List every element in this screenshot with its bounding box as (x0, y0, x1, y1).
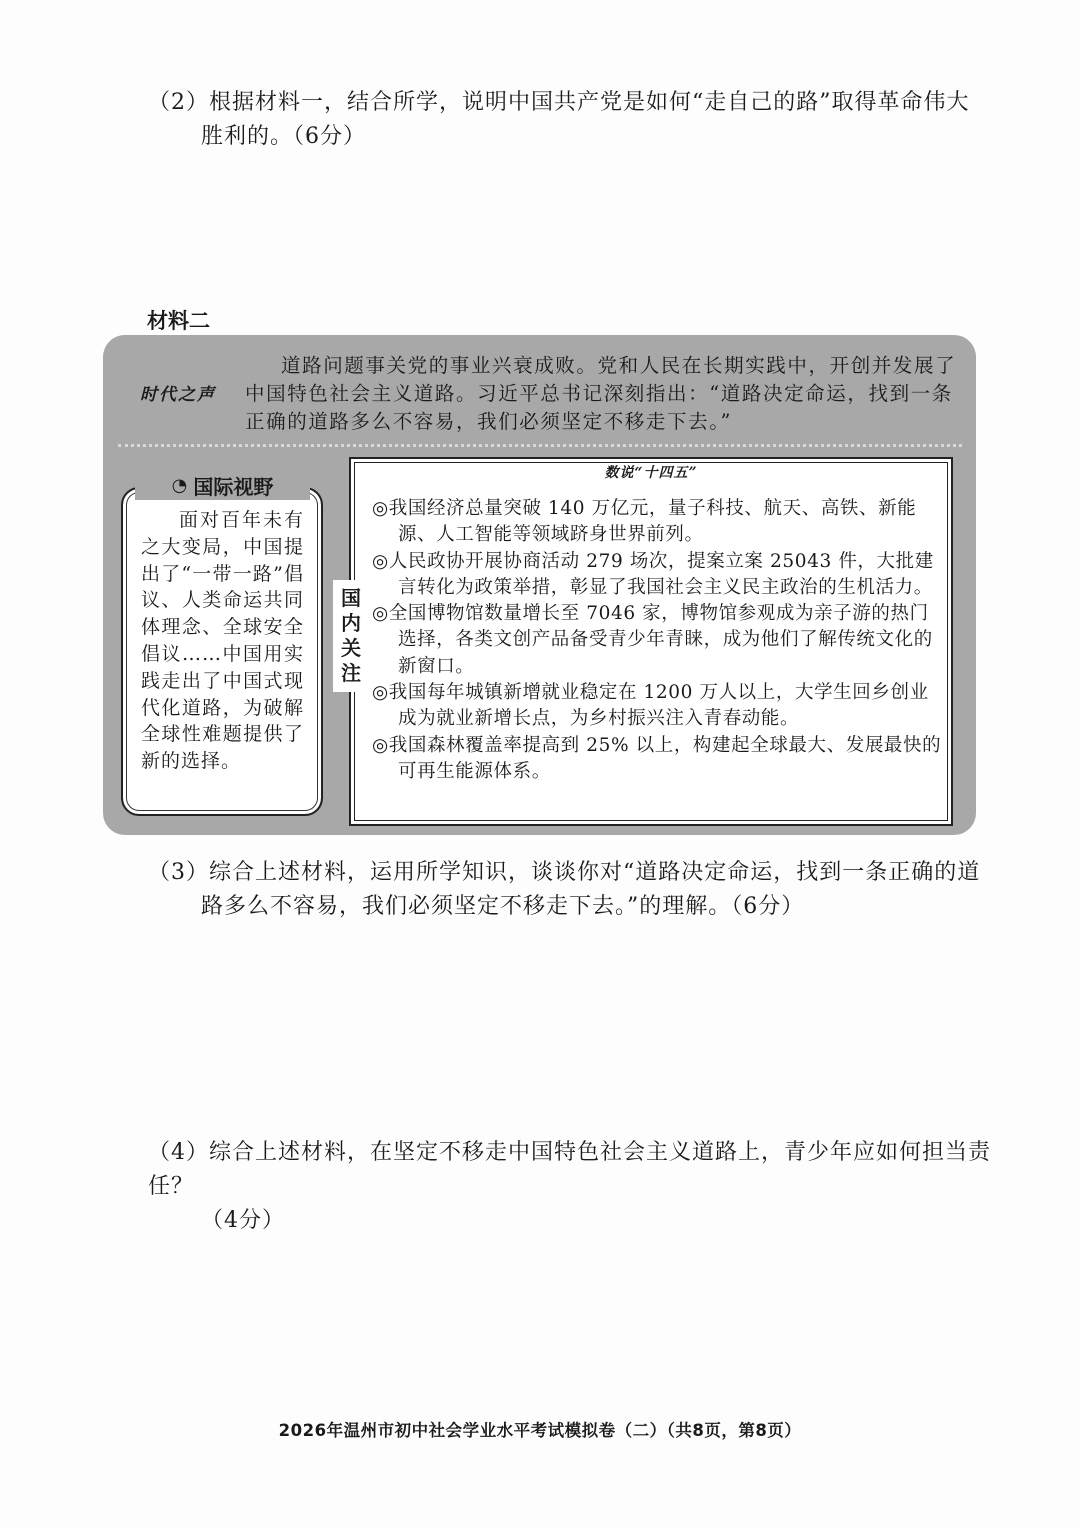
international-title (135, 470, 310, 500)
international-text: 面对百年未有之大变局，中国提出了“一带一路”倡议、人类命运共同体理念、全球安全倡议……中国用实践走出了中国式现代化道路，为破解全球性难题提供了新的选择。 (141, 509, 304, 773)
question-3 (148, 856, 998, 924)
question-number: （3） (148, 860, 209, 885)
question-2 (148, 86, 998, 154)
list-item: ◎我国每年城镇新增就业稳定在 1200 万人以上，大学生回乡创业成为就业新增长点，为乡村振兴注入青春动能。 (372, 682, 929, 730)
list-item: ◎全国博物馆数量增长至 7046 家，博物馆参观成为亲子游的热门选择，各类文创产品备受青少年青睐，成为他们了解传统文化的新窗口。 (372, 603, 933, 677)
question-text-cont: 胜利的。（6分） (201, 124, 366, 149)
voice-tag: 时代之声 (140, 385, 216, 405)
domestic-heading: 数说“十四五” (604, 465, 698, 481)
question-text: 综合上述材料，在坚定不移走中国特色社会主义道路上，青少年应如何担当责任？ (148, 1140, 992, 1199)
question-4 (148, 1136, 998, 1238)
domestic-side-label: 国内关注 (333, 580, 369, 692)
question-text: 综合上述材料，运用所学知识，谈谈你对“道路决定命运，找到一条正确的道 (209, 860, 981, 885)
dotted-divider (118, 444, 962, 447)
list-item: ◎人民政协开展协商活动 279 场次，提案立案 25043 件，大批建言转化为政策举措，彰显了我国社会主义民主政治的生机活力。 (372, 550, 934, 598)
list-item: ◎我国森林覆盖率提高到 25% 以上，构建起全球最大、发展最快的可再生能源体系。 (372, 734, 942, 782)
domestic-list (372, 496, 942, 785)
list-item: ◎我国经济总量突破 140 万亿元，量子科技、航天、高铁、新能源、人工智能等领域跻身世界前列。 (372, 498, 917, 546)
question-number: （2） (148, 90, 209, 115)
page-footer: 2026年温州市初中社会学业水平考试模拟卷（二）（共8页，第8页） (278, 1421, 802, 1440)
question-text-cont: 路多么不容易，我们必须坚定不移走下去。”的理解。（6分） (201, 894, 805, 919)
voice-text: 道路问题事关党的事业兴衰成败。党和人民在长期实践中，开创并发展了中国特色社会主义道路。习近平总书记深刻指出：“道路决定命运，找到一条正确的道路多么不容易，我们必须坚定不移走下去。” (245, 354, 957, 433)
question-text: 根据材料一，结合所学，说明中国共产党是如何“走自己的路”取得革命伟大 (209, 90, 970, 115)
international-title-text: 国际视野 (193, 474, 274, 499)
question-number: （4） (148, 1140, 209, 1165)
globe-icon: ◔ (171, 474, 188, 496)
material-label: 材料二 (147, 309, 210, 333)
question-text-cont: （4分） (201, 1208, 285, 1233)
